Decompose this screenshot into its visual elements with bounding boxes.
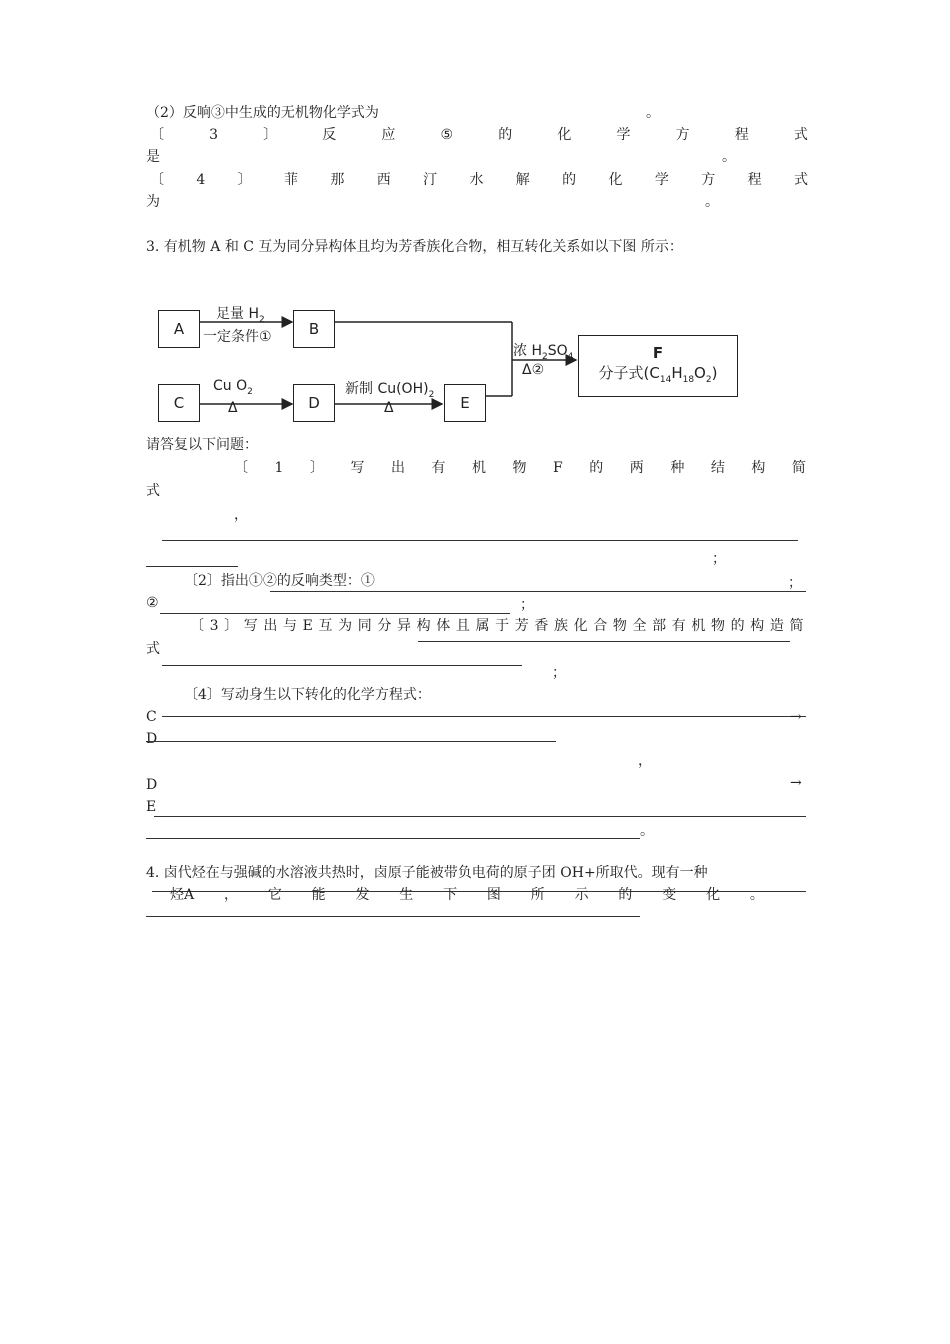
text-token: 化 xyxy=(573,618,588,634)
text-token: 学 xyxy=(654,172,669,188)
text-token: 式 xyxy=(793,172,808,188)
text-token: 的 xyxy=(589,460,604,476)
compound-b-box: B xyxy=(293,310,335,348)
text-token: 结 xyxy=(710,460,725,476)
condition-ab-bottom: 一定条件① xyxy=(203,329,272,345)
text-token: 1 xyxy=(274,460,284,476)
text-token: 化 xyxy=(608,172,623,188)
text-token: 与 xyxy=(283,618,298,634)
q3-p2-text: 〔2〕指出①②的反响类型：① xyxy=(184,573,375,589)
text-token: 写 xyxy=(243,618,258,634)
text-token: 为 xyxy=(338,618,353,634)
q3-p2-semi1: ； xyxy=(788,575,802,591)
text-token: 机 xyxy=(472,460,487,476)
q3-p4-d2: D xyxy=(146,777,158,793)
answer-line[interactable] xyxy=(146,838,640,839)
text-token: 〕 xyxy=(309,460,324,476)
q2-item2-text: （2）反响③中生成的无机物化学式为 xyxy=(146,105,379,121)
q3-ask: 请答复以下问题： xyxy=(146,437,258,453)
text-token: 构 xyxy=(751,460,766,476)
text-token: E xyxy=(302,618,313,634)
text-token: 西 xyxy=(376,172,391,188)
answer-line[interactable] xyxy=(146,916,640,917)
text-token: 能 xyxy=(311,887,326,903)
q4-line1: 4. 卤代烃在与强碱的水溶液共热时，卤原子能被带负电荷的原子团 OH+所取代。现有一种 xyxy=(146,865,708,881)
text-token: 烃A xyxy=(170,887,195,903)
q3-p4-e: E xyxy=(146,799,157,815)
text-token: 物 xyxy=(711,618,726,634)
text-token: 〕 xyxy=(263,127,278,143)
q3-p3-line xyxy=(190,617,804,635)
text-token: 体 xyxy=(436,618,451,634)
text-token: 两 xyxy=(629,460,644,476)
q3-p4-c: C xyxy=(146,709,157,725)
text-token: 下 xyxy=(443,887,458,903)
text-token: 香 xyxy=(534,618,549,634)
text-token: 方 xyxy=(701,172,716,188)
text-token: 〔 xyxy=(150,172,164,188)
text-token: 互 xyxy=(318,618,333,634)
compound-f-box xyxy=(578,335,738,397)
text-token: 发 xyxy=(355,887,370,903)
q2-item3-tail: 是 xyxy=(146,149,160,165)
q3-p3-tail: 式 xyxy=(146,641,160,657)
text-token: 水 xyxy=(469,172,484,188)
q3-p2-mark2: ② xyxy=(146,595,159,611)
text-token: 出 xyxy=(390,460,405,476)
text-token: 菲 xyxy=(284,172,298,188)
q3-p4-end: 。 xyxy=(640,823,654,839)
text-token: 族 xyxy=(554,618,569,634)
q3-p4-text: 〔4〕写动身生以下转化的化学方程式： xyxy=(184,687,431,703)
text-token: 分 xyxy=(377,618,392,634)
text-token: 属 xyxy=(475,618,490,634)
answer-line[interactable] xyxy=(270,591,806,592)
condition-f-top: 浓 $H_2SO_4$ xyxy=(513,343,574,362)
text-token: 〔 xyxy=(150,127,164,143)
text-token: 程 xyxy=(747,172,762,188)
text-token: 物 xyxy=(612,618,627,634)
text-token: 学 xyxy=(616,127,631,143)
text-token: 有 xyxy=(431,460,446,476)
text-token: 式 xyxy=(793,127,808,143)
compound-a-box: A xyxy=(158,310,200,348)
q3-p1-comma: ， xyxy=(234,507,248,523)
text-token: 那 xyxy=(330,172,345,188)
text-token: 变 xyxy=(662,887,677,903)
text-token: 合 xyxy=(593,618,608,634)
q2-item3-end: 。 xyxy=(722,149,736,165)
q3-p4-arrow2: → xyxy=(790,775,802,791)
answer-line[interactable] xyxy=(160,613,510,614)
q3-p4-comma: ， xyxy=(638,753,652,769)
text-token: 构 xyxy=(416,618,431,634)
text-token: 它 xyxy=(267,887,282,903)
text-token: 构 xyxy=(750,618,765,634)
condition-de-top: 新制 $Cu(OH)_2$ xyxy=(345,381,435,400)
compound-c-box: C xyxy=(158,384,200,422)
text-token: 物 xyxy=(512,460,527,476)
answer-line[interactable] xyxy=(162,665,522,666)
q2-item2-end: 。 xyxy=(646,105,660,121)
text-token: 的 xyxy=(618,887,633,903)
text-token: 芳 xyxy=(514,618,529,634)
text-token: 于 xyxy=(495,618,510,634)
answer-line[interactable] xyxy=(154,816,806,817)
condition-de-bottom: Δ xyxy=(384,400,394,416)
text-token: 应 xyxy=(381,127,396,143)
answer-line[interactable] xyxy=(162,716,806,717)
q3-p2-semi2: ； xyxy=(520,597,534,613)
answer-line[interactable] xyxy=(146,566,238,567)
q2-item4-end: 。 xyxy=(705,194,719,210)
text-token: ⑤ xyxy=(440,127,454,143)
text-token: 生 xyxy=(399,887,414,903)
compound-f-title: F xyxy=(652,344,664,362)
diagram-lines xyxy=(0,0,950,450)
text-token: 3 xyxy=(209,618,219,634)
condition-cd-bottom: Δ xyxy=(228,400,238,416)
text-token: 全 xyxy=(632,618,647,634)
text-token: 4 xyxy=(196,172,206,188)
text-token: 化 xyxy=(706,887,721,903)
text-token: 〕 xyxy=(237,172,252,188)
text-token: 图 xyxy=(486,887,501,903)
q4-line2 xyxy=(170,886,764,904)
text-token: 简 xyxy=(791,460,806,476)
answer-line[interactable] xyxy=(162,540,798,541)
compound-f-formula: 分子式$(C_{14}H_{18}O_2)$ xyxy=(598,364,718,385)
text-token: 种 xyxy=(670,460,685,476)
text-token: 的 xyxy=(498,127,513,143)
text-token: 示 xyxy=(574,887,589,903)
text-token: 所 xyxy=(530,887,545,903)
compound-e-box: E xyxy=(444,384,486,422)
text-token: 反 xyxy=(322,127,337,143)
text-token: 出 xyxy=(263,618,278,634)
text-token: 。 xyxy=(749,887,764,903)
condition-f-bottom: Δ② xyxy=(522,362,545,378)
text-token: 有 xyxy=(671,618,686,634)
text-token: 方 xyxy=(675,127,690,143)
text-token: 异 xyxy=(397,618,412,634)
q2-item4-tail: 为 xyxy=(146,194,160,210)
text-token: 的 xyxy=(730,618,745,634)
compound-d-box: D xyxy=(293,384,335,422)
text-token: 汀 xyxy=(423,172,438,188)
text-token: ， xyxy=(223,887,238,903)
text-token: 解 xyxy=(515,172,530,188)
q3-p4-d1: D xyxy=(146,731,158,747)
condition-cd-top: Cu $O_2$ xyxy=(213,378,253,397)
text-token: 3 xyxy=(209,127,219,143)
text-token: 机 xyxy=(691,618,706,634)
text-token: 的 xyxy=(562,172,577,188)
text-token: 〔 xyxy=(234,460,248,476)
answer-line[interactable] xyxy=(418,641,790,642)
q3-p1-tail: 式 xyxy=(146,483,160,499)
text-token: 程 xyxy=(734,127,749,143)
answer-line[interactable] xyxy=(146,741,556,742)
text-token: 部 xyxy=(652,618,667,634)
text-token: 〕 xyxy=(224,618,239,634)
q3-p1-line xyxy=(234,459,806,477)
condition-ab-top: 足量 $H_2$ xyxy=(216,306,265,325)
q3-p4-arrow1: → xyxy=(790,709,802,725)
q3-stem: 3. 有机物 A 和 C 互为同分异构体且均为芳香族化合物，相互转化关系如以下图 所示： xyxy=(146,239,683,255)
text-token: 造 xyxy=(769,618,784,634)
text-token: 〔 xyxy=(190,618,204,634)
q3-p3-semi: ； xyxy=(552,665,566,681)
text-token: 同 xyxy=(357,618,372,634)
text-token: 写 xyxy=(350,460,365,476)
text-token: 化 xyxy=(557,127,572,143)
text-token: 且 xyxy=(455,618,470,634)
text-token: 简 xyxy=(789,618,804,634)
text-token: F xyxy=(553,460,563,476)
q3-p1-semi: ； xyxy=(712,551,726,567)
